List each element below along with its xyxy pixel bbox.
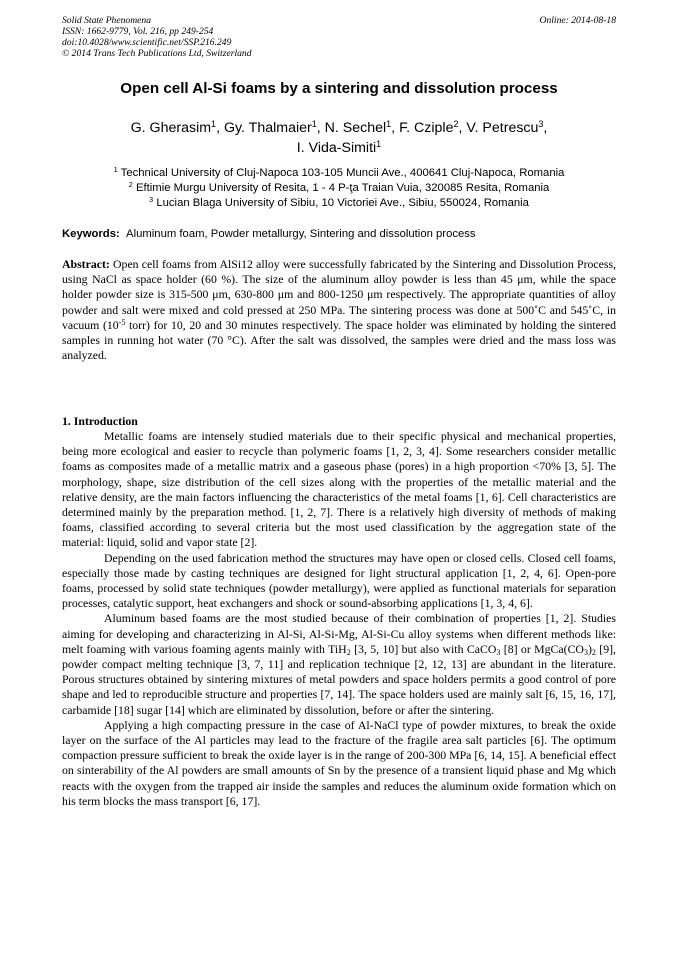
affiliation-line <box>62 166 616 181</box>
affiliation-line <box>62 196 616 211</box>
body-paragraph <box>62 611 616 717</box>
body-text: Aluminum based foams are the most studied because of their combination of properties [1, 2]. Studies aiming for developing and characterizing in Al-Si, Al-Si-Mg, Al-Si-Cu alloy systems when different methods like: melt foaming with various foaming agents mainly with TiH <box>62 611 616 656</box>
affiliation-list <box>62 166 616 211</box>
author-name: Gy. Thalmaier <box>223 120 312 136</box>
author-affiliation-mark: 1 <box>211 119 217 129</box>
body-text: ) <box>587 641 592 656</box>
keywords-text: Aluminum foam, Powder metallurgy, Sintering and dissolution process <box>126 228 476 240</box>
paper-title: Open cell Al-Si foams by a sintering and dissolution process <box>120 80 558 97</box>
author-name: F. Cziple <box>399 120 454 136</box>
keywords-label: Keywords: <box>62 228 120 240</box>
subscript: 3 <box>496 647 501 657</box>
abstract-block <box>62 257 616 363</box>
body-text: [9], powder compact melting technique [3, 7, 11] and replication technique [2, 12, 13] are abundant in the literature. Porous structures obtained by sintering mixtures of metal powders and space holders permits a good control of pore shape and led to reproducible structure and properties [7, 14]. The space holders used are mainly salt [6, 15, 16, 17], carbamide [18] sugar [14] which are eliminated by dissolution, before or after the sintering. <box>62 641 616 717</box>
author-affiliation-mark: 2 <box>453 119 459 129</box>
body-paragraph: Applying a high compacting pressure in the case of Al-NaCl type of powder mixtures, to break the oxide layer on the surface of the Al particles may lead to the fracture of the fragile area salt particles [6]. The optimum compaction pressure sufficient to break the oxide layer is in the range of 200-300 MPa [6, 14, 15]. A beneficial effect on sinterability of the Al powders are small amounts of Sn by the presence of a transient liquid phase and Mg which reacts with the oxygen from the trapped air inside the samples and reduces the aluminum oxide formation which on his term blocks the mass transport [6, 17]. <box>62 717 616 808</box>
abstract-text: torr) for 10, 20 and 30 minutes respectively. The space holder was eliminated by holding the sintered samples in running hot water (70 °C). After the salt was dissolved, the samples were dried and the mass loss was analyzed. <box>62 317 616 363</box>
body-paragraph: Depending on the used fabrication method the structures may have open or closed cells. Closed cell foams, especially those made by casting techniques are designed for light structural application [1, 2, 4, 6]. Open-pore foams, processed by solid state techniques (powder metallurgy), were applied as functional materials for separation processes, catalytic support, heat exchangers and shock or sound-absorbing applications [1, 3, 4, 6]. <box>62 550 616 611</box>
affiliation-text: Technical University of Cluj-Napoca 103-105 Muncii Ave., 400641 Cluj-Napoca, Romania <box>120 167 565 179</box>
author-affiliation-mark: 1 <box>386 119 392 129</box>
author-separator: , <box>216 120 224 136</box>
author-separator: , <box>543 120 548 136</box>
author-list <box>62 118 616 158</box>
author-affiliation-mark: 3 <box>538 119 544 129</box>
author-name: G. Gherasim <box>130 120 212 136</box>
author-name: I. Vida-Simiti <box>296 140 377 156</box>
author-name: N. Sechel <box>324 120 387 136</box>
affiliation-text: Eftimie Murgu University of Resita, 1 - 4 P-ţa Traian Vuia, 320085 Resita, Romania <box>135 182 550 194</box>
doi-line: doi:10.4028/www.scientific.net/SSP.216.249 <box>62 37 232 48</box>
author-affiliation-mark: 1 <box>311 119 317 129</box>
subscript: 3 <box>583 647 588 657</box>
affiliation-line <box>62 181 616 196</box>
affiliation-text: Lucian Blaga University of Sibiu, 10 Victoriei Ave., Sibiu, 550024, Romania <box>156 197 529 209</box>
journal-name: Solid State Phenomena <box>62 15 151 26</box>
section-body <box>62 429 616 809</box>
abstract-label: Abstract: <box>62 257 110 271</box>
affiliation-number: 1 <box>113 165 118 174</box>
journal-header <box>62 15 616 59</box>
body-paragraph: Metallic foams are intensely studied materials due to their specific physical and mechanical properties, being more ecological and easier to recycle than polymeric foams [1, 2, 3, 4]. Some researchers consider metallic foams as composites made of a metallic matrix and a gaseous phase (pores) in a high proportion <70% [3, 5]. The morphology, shape, size distribution of the cell sizes along with the properties of the metallic material and the relative density, are the main factors influencing the characteristics of the metal foams [1, 6]. Cell characteristics are determined mainly by the preparation method. [1, 2, 7]. There is a relatively high diversity of methods of making foams, classified according to several criteria but the most used classification by the aggregation state of the material: liquid, solid and vapor state [2]. <box>62 429 616 550</box>
author-name: V. Petrescu <box>466 120 539 136</box>
author-separator: , <box>316 120 325 136</box>
body-text: [3, 5, 10] but also with CaCO <box>350 641 497 656</box>
affiliation-number: 2 <box>128 180 133 189</box>
abstract-text: Open cell foams from AlSi12 alloy were successfully fabricated by the Sintering and Dissolution Process, using NaCl as space holder (60 %). The size of the aluminum alloy powder is less than 45 μm, while the space holder powder size is 315-500 μm, 630-800 μm and 800-1250 μm respectively. The appropriate quantities of alloy powder and salt were mixed and cold pressed at 250 MPa. The sintering process was done at 500˚C and 545˚C, in vacuum (10 <box>62 257 617 332</box>
section-heading: 1. Introduction <box>62 414 138 428</box>
affiliation-number: 3 <box>149 195 154 204</box>
subscript: 2 <box>346 647 351 657</box>
subscript: 2 <box>591 647 596 657</box>
body-text: [8] or MgCa(CO <box>500 641 584 656</box>
author-separator: , <box>391 120 400 136</box>
author-affiliation-mark: 1 <box>376 139 382 149</box>
keywords-block <box>62 227 616 242</box>
issn-line: ISSN: 1662-9779, Vol. 216, pp 249-254 <box>62 26 214 37</box>
abstract-exponent: -5 <box>118 317 126 327</box>
author-separator: , <box>458 120 467 136</box>
copyright-line: © 2014 Trans Tech Publications Ltd, Switzerland <box>62 48 252 59</box>
online-date: Online: 2014-08-18 <box>539 15 616 26</box>
